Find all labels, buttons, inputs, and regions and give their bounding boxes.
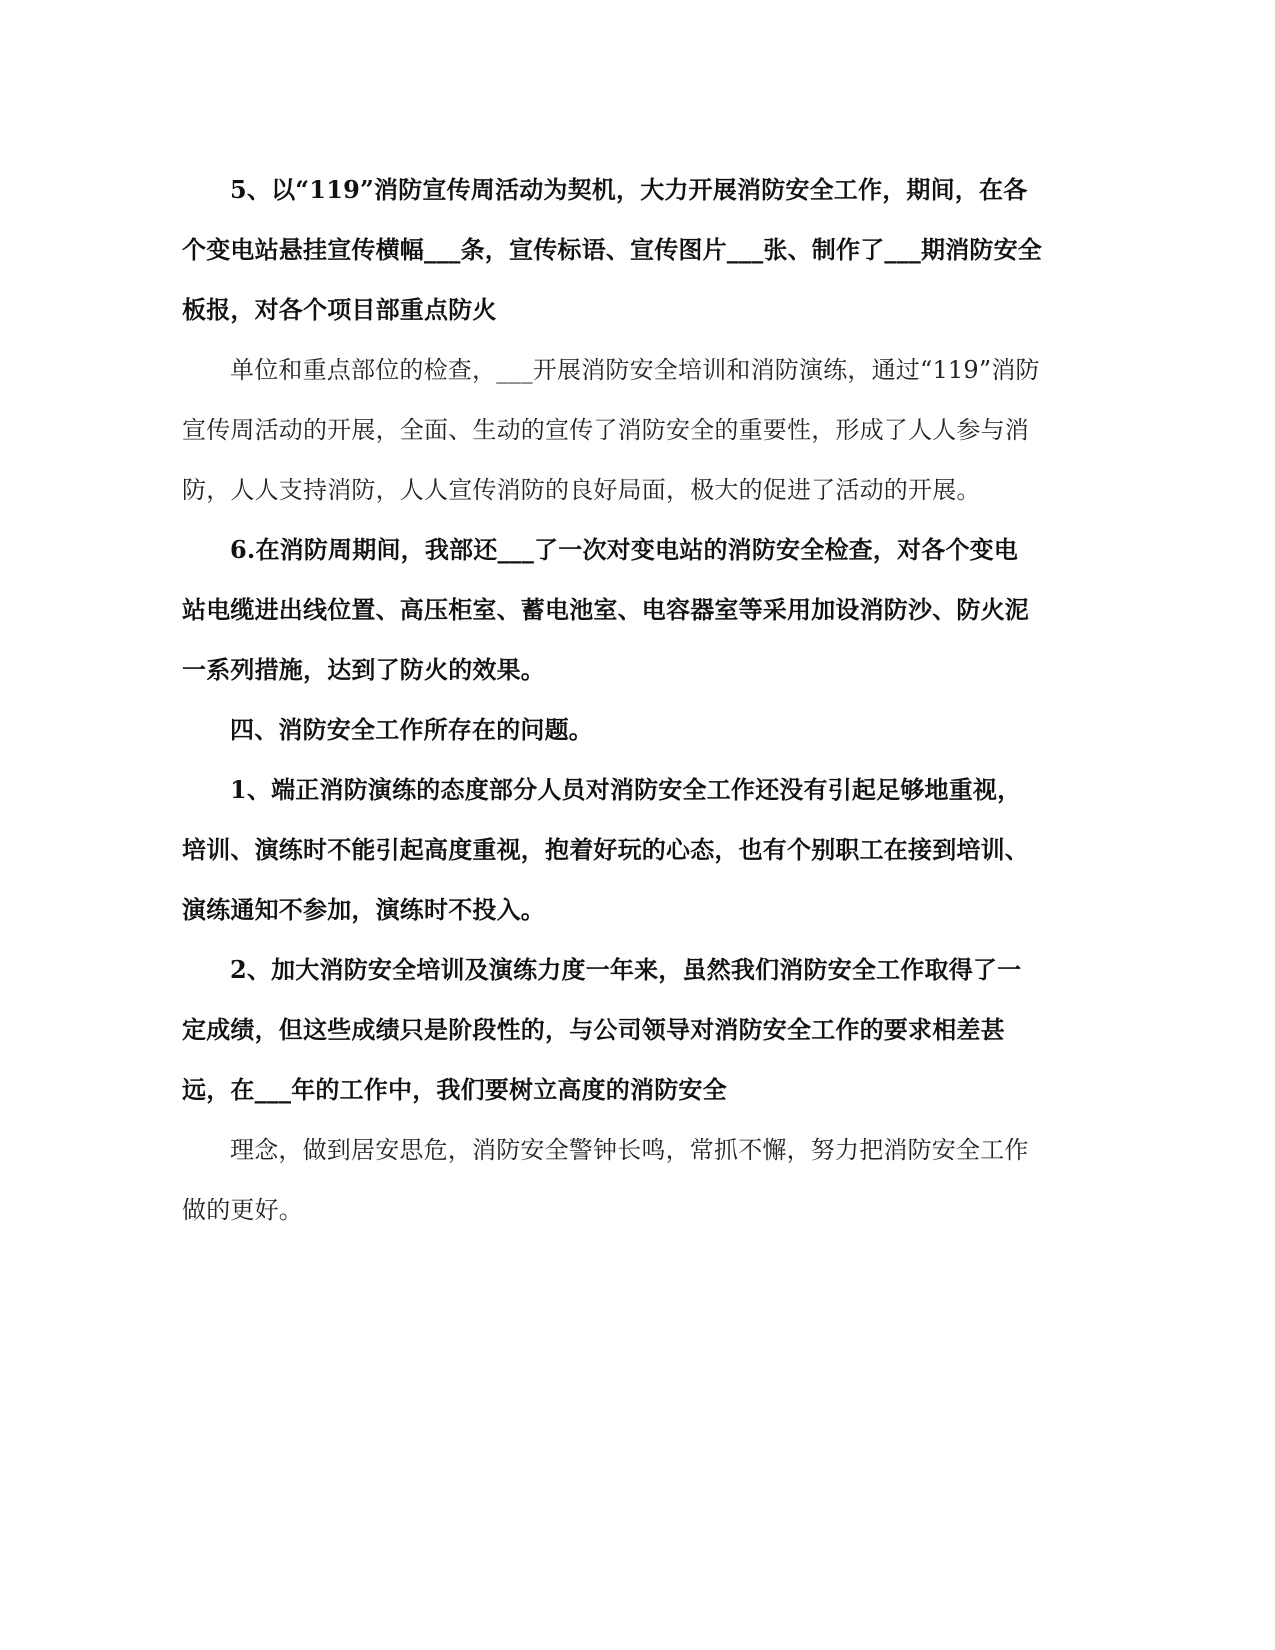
paragraph-item-6: 6.在消防周期间，我部还___了一次对变电站的消防安全检查，对各个变电站电缆进出线位置、高压柜室、蓄电池室、电容器室等采用加设消防沙、防火泥一系列措施，达到了防火的效果。 bbox=[182, 535, 1029, 684]
paragraph-item-5: 5、以“119”消防宣传周活动为契机，大力开展消防安全工作，期间，在各个变电站悬挂宣传横幅___条，宣传标语、宣传图片___张、制作了___期消防安全板报，对各个项目部重点防火 bbox=[182, 175, 1042, 324]
document-body bbox=[182, 160, 1042, 1240]
paragraph-inspection-continued: 单位和重点部位的检查，___开展消防安全培训和消防演练，通过“119”消防宣传周活动的开展，全面、生动的宣传了消防安全的重要性，形成了人人参与消防，人人支持消防，人人宣传消防的良好局面，极大的促进了活动的开展。 bbox=[182, 356, 1040, 504]
paragraph-problem-2: 2、加大消防安全培训及演练力度一年来，虽然我们消防安全工作取得了一定成绩，但这些成绩只是阶段性的，与公司领导对消防安全工作的要求相差甚远，在___年的工作中，我们要树立高度的消防安全 bbox=[182, 955, 1022, 1104]
section-heading-problems: 四、消防安全工作所存在的问题。 bbox=[230, 715, 593, 744]
paragraph-closing: 理念，做到居安思危，消防安全警钟长鸣，常抓不懈，努力把消防安全工作做的更好。 bbox=[182, 1136, 1029, 1224]
paragraph-problem-1: 1、端正消防演练的态度部分人员对消防安全工作还没有引起足够地重视，培训、演练时不能引起高度重视，抱着好玩的心态，也有个别职工在接到培训、演练通知不参加，演练时不投入。 bbox=[182, 775, 1029, 924]
